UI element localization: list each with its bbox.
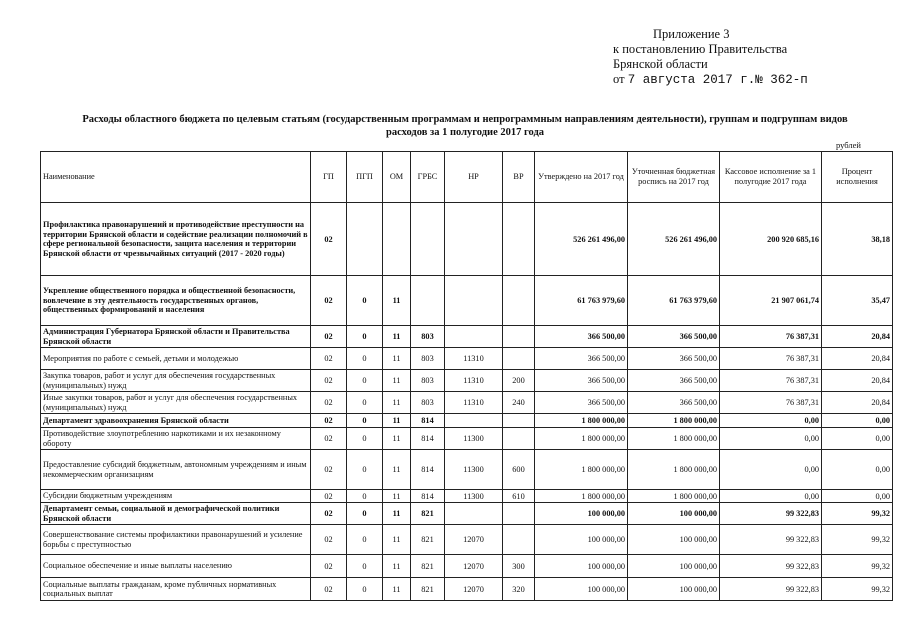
row-executed: 21 907 061,74 <box>720 276 822 326</box>
row-nr: 11310 <box>445 392 503 414</box>
table-row <box>41 203 893 276</box>
row-name: Профилактика правонарушений и противодействие преступности на территории Брянской области и содействие реализации полномочий в сфере региональной безопасности, защита населения и территории Брянской области от чрезвычайных ситуаций (2017 - 2020 годы) <box>41 203 311 276</box>
header-executed: Кассовое исполнение за 1 полугодие 2017 года <box>720 152 822 203</box>
row-om: 11 <box>383 370 411 392</box>
row-percent: 20,84 <box>822 326 893 348</box>
row-refined: 366 500,00 <box>628 348 720 370</box>
row-name: Противодействие злоупотреблению наркотиками и их незаконному обороту <box>41 428 311 450</box>
row-refined: 100 000,00 <box>628 503 720 525</box>
row-vr: 610 <box>503 490 535 503</box>
table-header-row <box>41 152 893 203</box>
header-name: Наименование <box>41 152 311 203</box>
row-percent: 0,00 <box>822 428 893 450</box>
row-nr: 11310 <box>445 370 503 392</box>
row-gp: 02 <box>311 428 347 450</box>
row-approved: 1 800 000,00 <box>535 450 628 490</box>
table-row <box>41 414 893 428</box>
row-executed: 0,00 <box>720 414 822 428</box>
row-gp: 02 <box>311 414 347 428</box>
row-name: Субсидии бюджетным учреждениям <box>41 490 311 503</box>
row-pgp <box>347 203 383 276</box>
row-nr: 11300 <box>445 450 503 490</box>
row-refined: 1 800 000,00 <box>628 490 720 503</box>
row-approved: 526 261 496,00 <box>535 203 628 276</box>
table-body <box>41 203 893 601</box>
table-row <box>41 428 893 450</box>
row-executed: 99 322,83 <box>720 503 822 525</box>
appendix-line-2: к постановлению Правительства <box>613 42 788 56</box>
row-approved: 366 500,00 <box>535 370 628 392</box>
header-om: ОМ <box>383 152 411 203</box>
row-nr: 12070 <box>445 525 503 555</box>
row-refined: 100 000,00 <box>628 555 720 578</box>
row-approved: 100 000,00 <box>535 525 628 555</box>
row-pgp: 0 <box>347 348 383 370</box>
row-om: 11 <box>383 490 411 503</box>
row-vr: 200 <box>503 370 535 392</box>
row-gp: 02 <box>311 370 347 392</box>
row-approved: 366 500,00 <box>535 392 628 414</box>
row-percent: 38,18 <box>822 203 893 276</box>
row-vr <box>503 276 535 326</box>
table-row <box>41 578 893 601</box>
row-percent: 99,32 <box>822 555 893 578</box>
row-refined: 366 500,00 <box>628 326 720 348</box>
row-om: 11 <box>383 525 411 555</box>
row-refined: 366 500,00 <box>628 392 720 414</box>
header-vr: ВР <box>503 152 535 203</box>
row-om: 11 <box>383 428 411 450</box>
row-om: 11 <box>383 326 411 348</box>
row-gp: 02 <box>311 276 347 326</box>
row-nr <box>445 326 503 348</box>
row-vr <box>503 326 535 348</box>
row-nr: 11310 <box>445 348 503 370</box>
row-percent: 0,00 <box>822 450 893 490</box>
row-executed: 99 322,83 <box>720 578 822 601</box>
title-line-2: расходов за 1 полугодие 2017 года <box>385 127 545 138</box>
row-executed: 99 322,83 <box>720 525 822 555</box>
appendix-date-line <box>613 72 808 88</box>
row-grbs: 814 <box>411 414 445 428</box>
row-executed: 76 387,31 <box>720 326 822 348</box>
table-row <box>41 503 893 525</box>
row-pgp: 0 <box>347 555 383 578</box>
row-vr <box>503 348 535 370</box>
row-approved: 1 800 000,00 <box>535 428 628 450</box>
row-executed: 76 387,31 <box>720 392 822 414</box>
row-nr <box>445 276 503 326</box>
row-percent: 20,84 <box>822 392 893 414</box>
table-row <box>41 450 893 490</box>
row-grbs: 821 <box>411 525 445 555</box>
row-om: 11 <box>383 450 411 490</box>
row-name: Социальное обеспечение и иные выплаты населению <box>41 555 311 578</box>
row-executed: 76 387,31 <box>720 348 822 370</box>
row-om: 11 <box>383 348 411 370</box>
row-pgp: 0 <box>347 490 383 503</box>
row-percent: 20,84 <box>822 370 893 392</box>
row-name: Иные закупки товаров, работ и услуг для обеспечения государственных (муниципальных) нужд <box>41 392 311 414</box>
row-vr <box>503 203 535 276</box>
row-gp: 02 <box>311 503 347 525</box>
row-executed: 0,00 <box>720 428 822 450</box>
row-gp: 02 <box>311 326 347 348</box>
row-approved: 100 000,00 <box>535 578 628 601</box>
appendix-title: Приложение 3 <box>653 27 730 41</box>
row-grbs: 814 <box>411 490 445 503</box>
row-om <box>383 203 411 276</box>
row-name: Мероприятия по работе с семьей, детьми и молодежью <box>41 348 311 370</box>
title-line-1: Расходы областного бюджета по целевым статьям (государственным программам и непрограммным направлениям деятельности), группам и подгруппам видов <box>82 114 848 125</box>
row-nr: 11300 <box>445 490 503 503</box>
row-grbs: 803 <box>411 326 445 348</box>
row-pgp: 0 <box>347 326 383 348</box>
table-row <box>41 326 893 348</box>
row-nr: 12070 <box>445 555 503 578</box>
row-gp: 02 <box>311 525 347 555</box>
row-percent: 0,00 <box>822 490 893 503</box>
header-approved: Утверждено на 2017 год <box>535 152 628 203</box>
appendix-block <box>613 27 808 88</box>
row-om: 11 <box>383 414 411 428</box>
row-percent: 20,84 <box>822 348 893 370</box>
row-gp: 02 <box>311 203 347 276</box>
appendix-line-3: Брянской области <box>613 57 708 71</box>
row-approved: 366 500,00 <box>535 348 628 370</box>
row-vr <box>503 503 535 525</box>
row-grbs <box>411 276 445 326</box>
row-pgp: 0 <box>347 450 383 490</box>
row-approved: 61 763 979,60 <box>535 276 628 326</box>
header-refined: Уточненная бюджетная роспись на 2017 год <box>628 152 720 203</box>
header-percent: Процент исполнения <box>822 152 893 203</box>
row-refined: 100 000,00 <box>628 525 720 555</box>
row-nr <box>445 503 503 525</box>
row-om: 11 <box>383 578 411 601</box>
row-vr <box>503 428 535 450</box>
row-gp: 02 <box>311 578 347 601</box>
row-om: 11 <box>383 392 411 414</box>
row-gp: 02 <box>311 392 347 414</box>
row-approved: 1 800 000,00 <box>535 490 628 503</box>
row-executed: 200 920 685,16 <box>720 203 822 276</box>
row-name: Администрация Губернатора Брянской области и Правительства Брянской области <box>41 326 311 348</box>
row-grbs: 821 <box>411 578 445 601</box>
row-nr: 11300 <box>445 428 503 450</box>
row-approved: 1 800 000,00 <box>535 414 628 428</box>
row-executed: 0,00 <box>720 490 822 503</box>
row-percent: 99,32 <box>822 525 893 555</box>
row-refined: 526 261 496,00 <box>628 203 720 276</box>
row-refined: 1 800 000,00 <box>628 414 720 428</box>
row-approved: 100 000,00 <box>535 555 628 578</box>
row-vr: 600 <box>503 450 535 490</box>
row-gp: 02 <box>311 348 347 370</box>
row-executed: 76 387,31 <box>720 370 822 392</box>
row-name: Совершенствование системы профилактики правонарушений и усиление борьбы с преступностью <box>41 525 311 555</box>
appendix-date: 7 августа 2017 г.№ 362-п <box>627 73 808 87</box>
row-nr <box>445 414 503 428</box>
row-gp: 02 <box>311 450 347 490</box>
row-name: Департамент семьи, социальной и демографической политики Брянской области <box>41 503 311 525</box>
row-vr: 300 <box>503 555 535 578</box>
row-vr <box>503 525 535 555</box>
row-grbs: 803 <box>411 392 445 414</box>
row-grbs: 814 <box>411 428 445 450</box>
row-grbs: 821 <box>411 503 445 525</box>
row-grbs: 803 <box>411 348 445 370</box>
table-row <box>41 392 893 414</box>
row-executed: 99 322,83 <box>720 555 822 578</box>
row-pgp: 0 <box>347 414 383 428</box>
row-refined: 1 800 000,00 <box>628 428 720 450</box>
row-approved: 366 500,00 <box>535 326 628 348</box>
row-pgp: 0 <box>347 428 383 450</box>
row-gp: 02 <box>311 490 347 503</box>
row-refined: 61 763 979,60 <box>628 276 720 326</box>
row-vr: 240 <box>503 392 535 414</box>
table-row <box>41 370 893 392</box>
expenses-table <box>40 151 893 601</box>
appendix-date-prefix: от <box>613 72 625 86</box>
row-grbs: 821 <box>411 555 445 578</box>
row-name: Социальные выплаты гражданам, кроме публичных нормативных социальных выплат <box>41 578 311 601</box>
row-name: Укрепление общественного порядка и общественной безопасности, вовлечение в эту деятельность государственных органов, общественных формирований и населения <box>41 276 311 326</box>
row-approved: 100 000,00 <box>535 503 628 525</box>
row-name: Департамент здравоохранения Брянской области <box>41 414 311 428</box>
row-vr <box>503 414 535 428</box>
row-percent: 0,00 <box>822 414 893 428</box>
row-percent: 35,47 <box>822 276 893 326</box>
table-row <box>41 555 893 578</box>
row-vr: 320 <box>503 578 535 601</box>
row-refined: 100 000,00 <box>628 578 720 601</box>
row-pgp: 0 <box>347 392 383 414</box>
row-om: 11 <box>383 276 411 326</box>
row-om: 11 <box>383 503 411 525</box>
header-gp: ГП <box>311 152 347 203</box>
header-grbs: ГРБС <box>411 152 445 203</box>
row-refined: 1 800 000,00 <box>628 450 720 490</box>
row-percent: 99,32 <box>822 503 893 525</box>
row-pgp: 0 <box>347 503 383 525</box>
row-executed: 0,00 <box>720 450 822 490</box>
row-refined: 366 500,00 <box>628 370 720 392</box>
table-row <box>41 348 893 370</box>
row-percent: 99,32 <box>822 578 893 601</box>
row-grbs: 814 <box>411 450 445 490</box>
row-nr: 12070 <box>445 578 503 601</box>
header-nr: НР <box>445 152 503 203</box>
row-pgp: 0 <box>347 370 383 392</box>
table-row <box>41 276 893 326</box>
table-row <box>41 525 893 555</box>
row-name: Закупка товаров, работ и услуг для обеспечения государственных (муниципальных) нужд <box>41 370 311 392</box>
header-pgp: ПГП <box>347 152 383 203</box>
row-pgp: 0 <box>347 525 383 555</box>
row-name: Предоставление субсидий бюджетным, автономным учреждениям и иным некоммерческим организациям <box>41 450 311 490</box>
row-pgp: 0 <box>347 276 383 326</box>
row-grbs <box>411 203 445 276</box>
row-grbs: 803 <box>411 370 445 392</box>
row-gp: 02 <box>311 555 347 578</box>
document-title <box>40 113 890 139</box>
unit-label: рублей <box>836 140 861 150</box>
row-om: 11 <box>383 555 411 578</box>
row-nr <box>445 203 503 276</box>
row-pgp: 0 <box>347 578 383 601</box>
table-row <box>41 490 893 503</box>
